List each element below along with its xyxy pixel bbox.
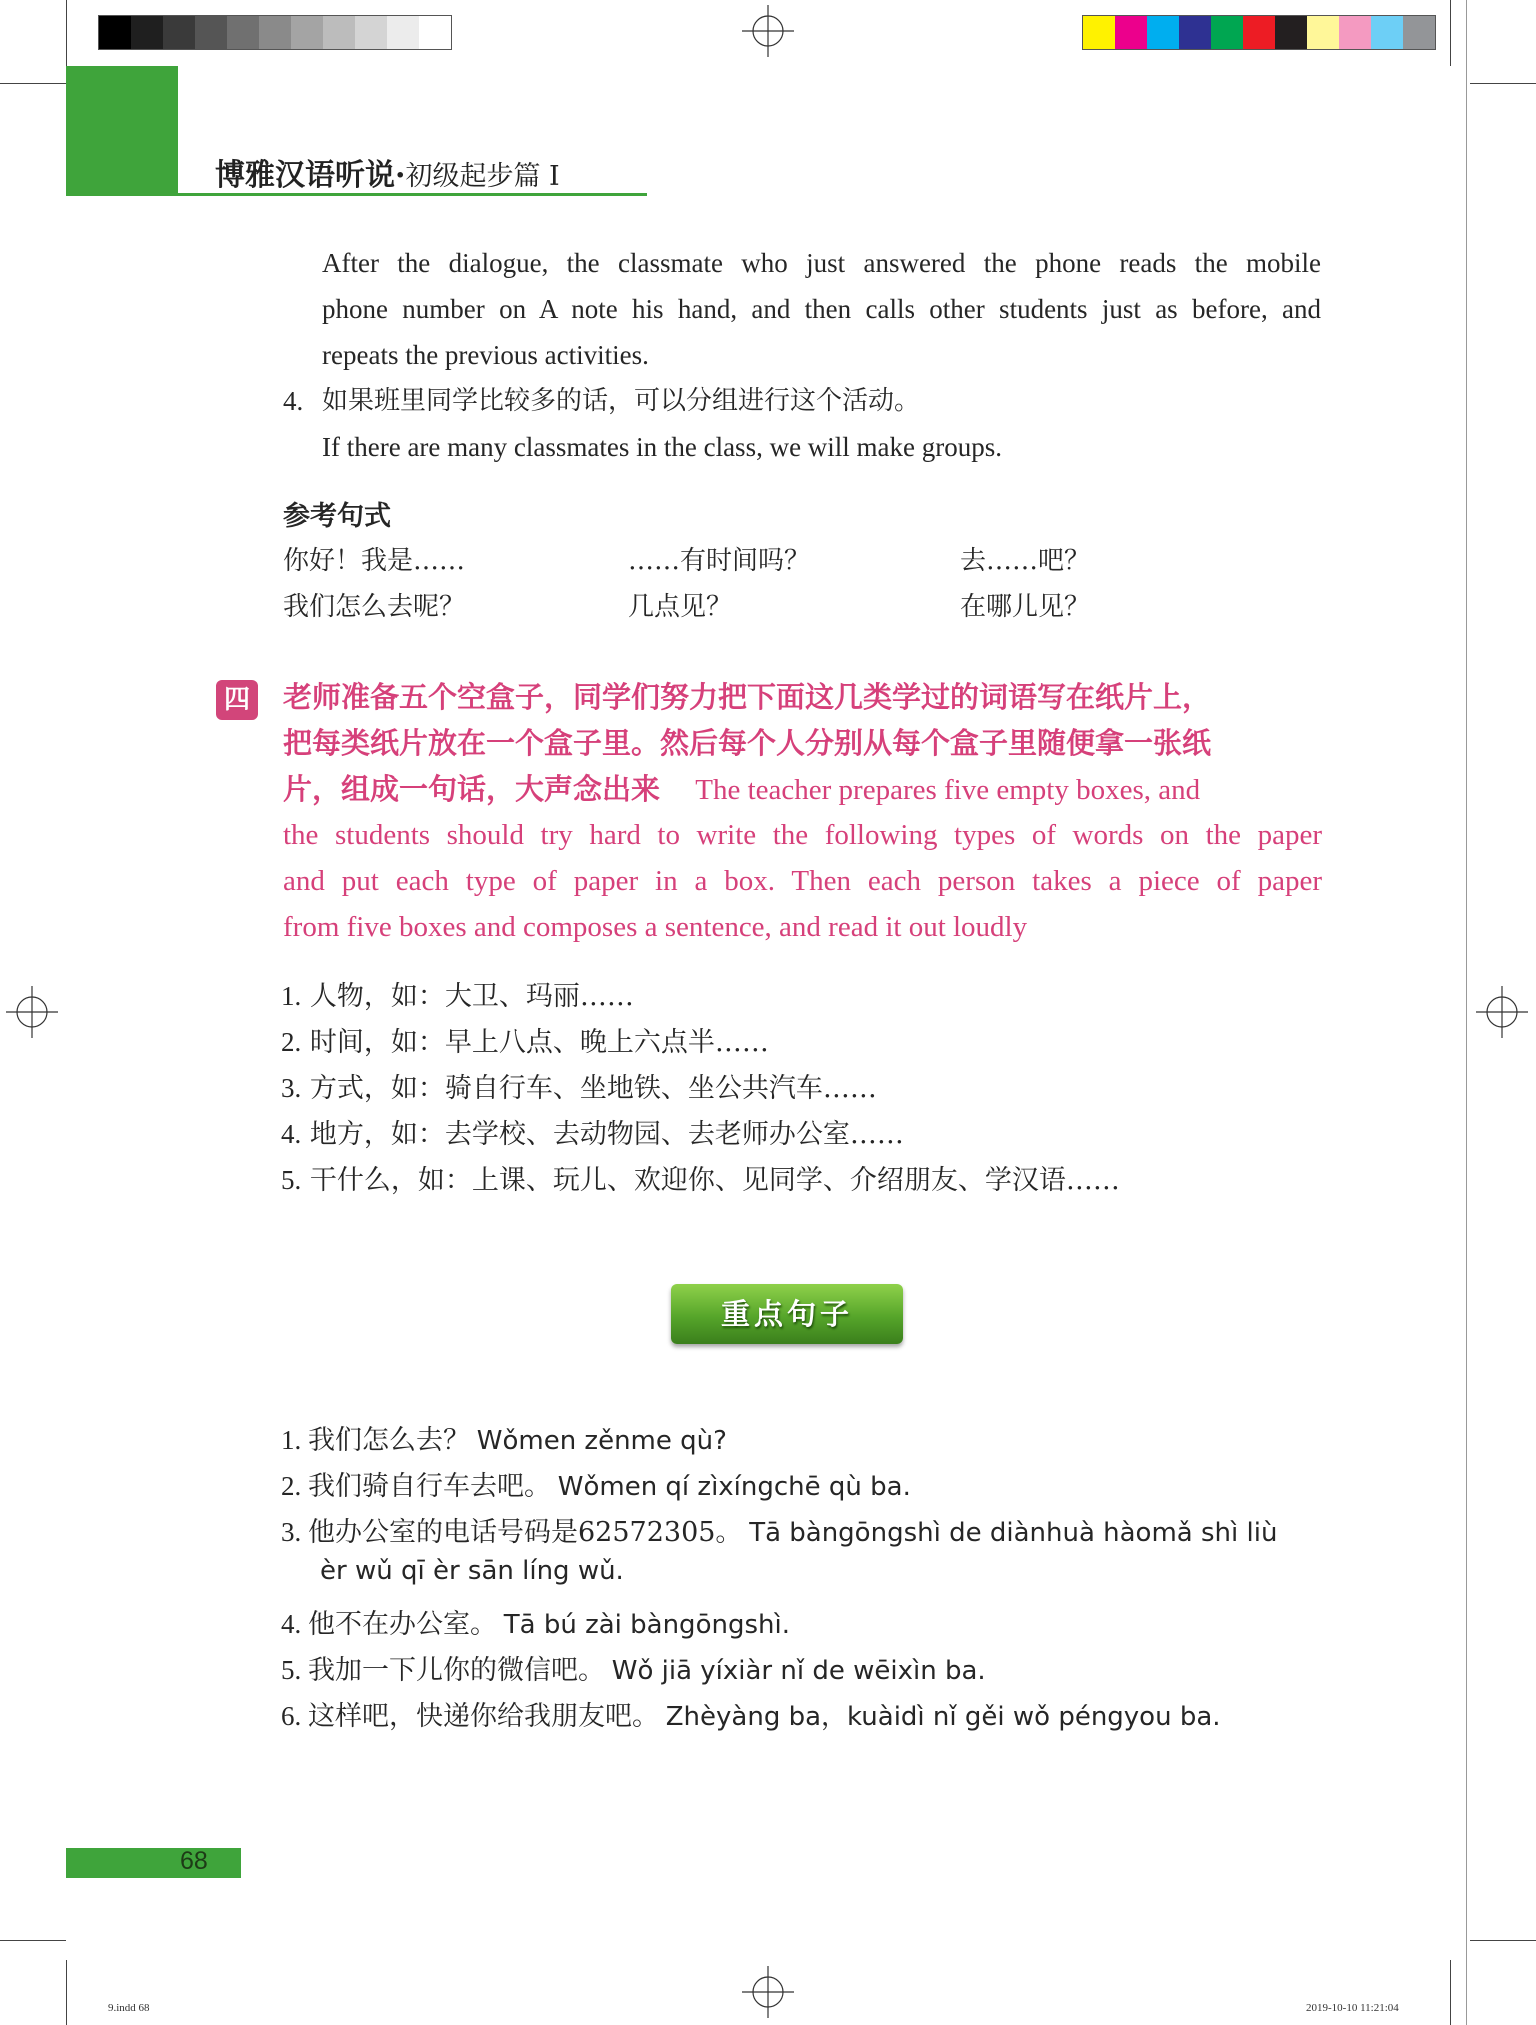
color-swatch — [99, 16, 131, 49]
color-swatch — [195, 16, 227, 49]
crop-mark — [0, 83, 66, 84]
crop-mark — [0, 1940, 66, 1941]
task-instruction-line — [283, 674, 1322, 721]
key-sentence-chinese: 我们骑自行车去吧。 — [308, 1471, 551, 1502]
list-number: 4. — [281, 1609, 302, 1639]
list-number: 2. — [281, 1027, 302, 1057]
color-swatch — [323, 16, 355, 49]
task-english: the students should try hard to write the following types of words on the paper — [283, 819, 1322, 851]
key-sentence-chinese: 他不在办公室。 — [308, 1609, 497, 1640]
continuation-line: After the dialogue, the classmate who just answered the phone reads the mobile — [322, 248, 1321, 278]
page-number: 68 — [180, 1847, 208, 1875]
key-sentence-pinyin: Tā bàngōngshì de diànhuà hàomǎ shì liù — [749, 1518, 1278, 1548]
reference-title: 参考句式 — [283, 501, 391, 532]
task-chinese: 老师准备五个空盒子，同学们努力把下面这几类学过的词语写在纸片上， — [283, 680, 1212, 714]
key-sentence-pinyin: Zhèyàng ba，kuàidì nǐ gěi wǒ péngyou ba. — [665, 1702, 1221, 1732]
crop-mark — [66, 0, 67, 66]
color-swatch — [1339, 16, 1371, 49]
trim-edge — [1466, 0, 1467, 2025]
crop-mark — [1450, 1960, 1451, 2025]
color-swatch — [355, 16, 387, 49]
reference-sentence: ……有时间吗？ — [628, 546, 811, 576]
list-number: 2. — [281, 1471, 302, 1501]
task-instruction-line — [283, 766, 1322, 813]
list-number: 3. — [281, 1517, 302, 1547]
color-swatch — [1307, 16, 1339, 49]
color-swatch — [1147, 16, 1179, 49]
section-number-badge: 四 — [216, 680, 258, 720]
header-rule — [66, 193, 647, 196]
key-sentences-banner: 重点句子 — [671, 1284, 903, 1344]
color-swatch — [419, 16, 451, 49]
key-sentence — [281, 1648, 986, 1687]
key-sentence-chinese: 我加一下儿你的微信吧。 — [308, 1655, 605, 1686]
key-sentence-pinyin: èr wǔ qī èr sān líng wǔ. — [320, 1556, 624, 1586]
key-sentence — [281, 1464, 911, 1503]
book-subtitle: 初级起步篇 I — [405, 161, 560, 192]
key-sentence-chinese: 这样吧，快递你给我朋友吧。 — [308, 1701, 659, 1732]
item4-chinese: 如果班里同学比较多的话，可以分组进行这个活动。 — [322, 386, 921, 416]
book-title-main: 博雅汉语听说 — [215, 158, 395, 193]
list-text: 方式，如：骑自行车、坐地铁、坐公共汽车…… — [309, 1073, 877, 1104]
color-swatch — [1243, 16, 1275, 49]
list-item — [281, 1112, 904, 1151]
list-number: 4. — [281, 1119, 302, 1149]
key-sentence-pinyin: Wǒ jiā yíxiàr nǐ de wēixìn ba. — [611, 1656, 986, 1686]
key-sentence-pinyin: Wǒmen qí zìxíngchē qù ba. — [557, 1472, 911, 1502]
slug-filename: 9.indd 68 — [108, 2002, 150, 2014]
registration-mark-icon — [1476, 986, 1528, 1038]
book-title — [215, 150, 560, 194]
list-number: 1. — [281, 1425, 302, 1455]
color-swatch — [259, 16, 291, 49]
continuation-line: repeats the previous activities. — [322, 340, 649, 370]
list-number: 5. — [281, 1655, 302, 1685]
crop-mark — [66, 1960, 67, 2025]
list-item — [281, 974, 634, 1013]
color-swatch — [1371, 16, 1403, 49]
color-swatch — [227, 16, 259, 49]
key-sentence-chinese: 他办公室的电话号码是62572305。 — [308, 1517, 743, 1548]
registration-mark-icon — [742, 1966, 794, 2018]
title-dot: · — [395, 158, 406, 193]
key-sentence — [281, 1602, 790, 1641]
task-instruction-line — [283, 720, 1322, 767]
color-swatch — [1211, 16, 1243, 49]
crop-mark — [1470, 1940, 1536, 1941]
header-green-tab — [66, 66, 178, 194]
color-swatch — [1115, 16, 1147, 49]
key-sentence — [281, 1418, 727, 1457]
key-sentence — [281, 1694, 1221, 1733]
reference-sentence: 我们怎么去呢？ — [283, 592, 466, 622]
slug-timestamp: 2019-10-10 11:21:04 — [1306, 2002, 1399, 2014]
reference-sentence: 你好！我是…… — [283, 546, 466, 576]
list-item — [281, 1066, 877, 1105]
color-swatch — [131, 16, 163, 49]
registration-mark-icon — [6, 986, 58, 1038]
list-number: 1. — [281, 981, 302, 1011]
list-item — [281, 1020, 769, 1059]
task-chinese: 片，组成一句话，大声念出来 — [283, 772, 661, 806]
reference-sentence: 去……吧？ — [960, 546, 1091, 576]
key-sentence — [281, 1510, 1277, 1549]
color-swatch — [387, 16, 419, 49]
color-swatch — [1083, 16, 1115, 49]
list-number: 5. — [281, 1165, 302, 1195]
continuation-line: phone number on A note his hand, and then calls other students just as before, and — [322, 294, 1321, 324]
color-swatch — [163, 16, 195, 49]
task-english: from five boxes and composes a sentence, and read it out loudly — [283, 911, 1028, 943]
reference-sentence: 几点见？ — [628, 592, 733, 622]
key-sentence-pinyin: Wǒmen zěnme qù? — [476, 1426, 727, 1456]
gray-swatch-bar — [98, 15, 452, 50]
item4-english: If there are many classmates in the class, we will make groups. — [322, 432, 1003, 462]
task-chinese: 把每类纸片放在一个盒子里。然后每个人分别从每个盒子里随便拿一张纸 — [283, 726, 1212, 760]
color-swatch — [1179, 16, 1211, 49]
reference-sentence: 在哪儿见？ — [960, 592, 1091, 622]
key-sentence-pinyin: Tā bú zài bàngōngshì. — [503, 1610, 790, 1640]
list-number: 6. — [281, 1701, 302, 1731]
color-swatch — [291, 16, 323, 49]
list-number: 3. — [281, 1073, 302, 1103]
list-text: 干什么，如：上课、玩儿、欢迎你、见同学、介绍朋友、学汉语…… — [309, 1165, 1120, 1196]
list-text: 地方，如：去学校、去动物园、去老师办公室…… — [309, 1119, 904, 1150]
list-text: 人物，如：大卫、玛丽…… — [309, 981, 634, 1012]
task-english: and put each type of paper in a box. Then each person takes a piece of paper — [283, 865, 1322, 897]
list-number: 4. — [283, 386, 304, 416]
crop-mark — [1470, 83, 1536, 84]
color-swatch — [1403, 16, 1435, 49]
list-text: 时间，如：早上八点、晚上六点半…… — [309, 1027, 769, 1058]
color-swatch — [1275, 16, 1307, 49]
registration-mark-icon — [742, 5, 794, 57]
crop-mark — [1450, 0, 1451, 66]
color-swatch-bar — [1082, 15, 1436, 50]
key-sentence-chinese: 我们怎么去？ — [308, 1425, 470, 1456]
task-english: The teacher prepares five empty boxes, and — [695, 774, 1201, 806]
list-item — [281, 1158, 1120, 1197]
